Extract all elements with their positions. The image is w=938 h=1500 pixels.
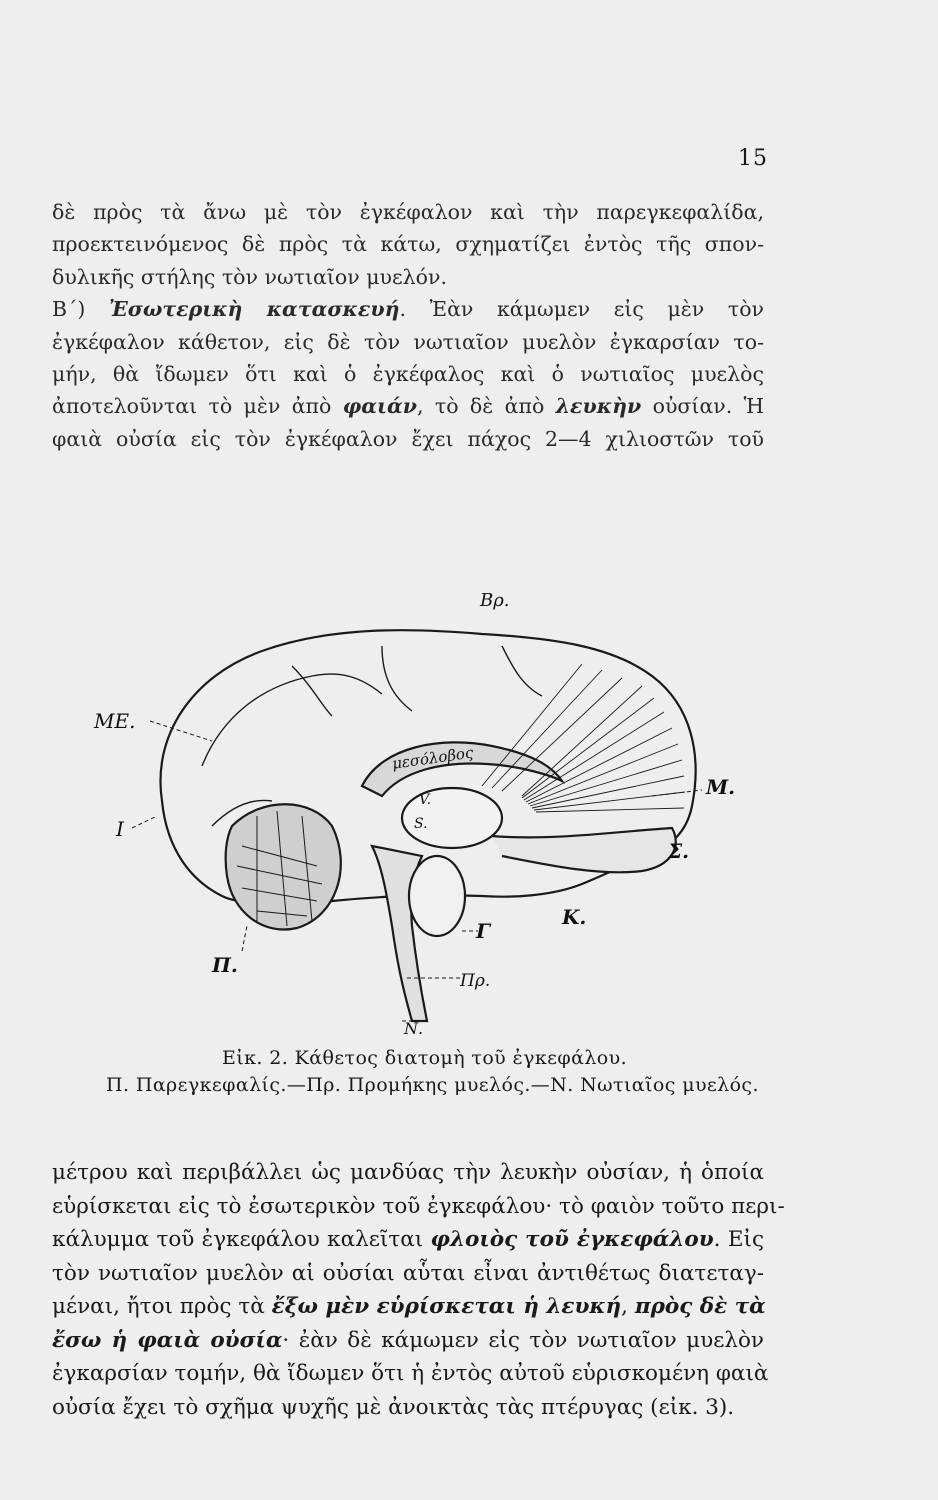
text-line: οὐσία ἔχει τὸ σχῆμα ψυχῆς μὲ ἀνοικτὰς τὰς πτέρυγας (εἰκ. 3). xyxy=(52,1394,735,1420)
text-line xyxy=(52,1290,764,1324)
pons xyxy=(409,856,465,936)
emphasis-gray-matter: ἔσω ἡ φαιὰ οὐσία xyxy=(52,1327,283,1353)
gyrus-line xyxy=(382,646,412,711)
text-line: εὑρίσκεται εἰς τὸ ἐσωτερικὸν τοῦ ἐγκεφάλου· τὸ φαιὸν τοῦτο περι- xyxy=(52,1193,785,1219)
emphasis-white: λευκὴν xyxy=(555,394,642,419)
emphasis-outer: ἔξω μὲν εὑρίσκεται ἡ λευκή xyxy=(271,1294,622,1319)
text-run: ἀποτελοῦνται τὸ μὲν ἀπὸ xyxy=(52,394,332,419)
figure-legend: Π. Παρεγκεφαλίς.—Πρ. Προμήκης μυελός.—Ν. Νωτιαῖος μυελός. xyxy=(106,1074,759,1096)
text-line: δυλικῆς στήλης τὸν νωτιαῖον μυελόν. xyxy=(52,264,447,289)
section-marker: Β΄) xyxy=(52,297,86,322)
text-line xyxy=(52,293,764,325)
emphasis-gray: φαιάν xyxy=(342,394,417,419)
text-line: τὸν νωτιαῖον μυελὸν αἱ οὐσίαι αὗται εἶναι ἀντιθέτως διατεταγ- xyxy=(52,1260,764,1286)
label-n: Ν. xyxy=(404,1019,424,1038)
text-line: προεκτεινόμενος δὲ πρὸς τὰ κάτω, σχηματίζει ἐντὸς τῆς σπον- xyxy=(52,232,764,257)
radiating-fibers xyxy=(482,664,685,812)
text-line: ἐγκέφαλον κάθετον, εἰς δὲ τὸν νωτιαῖον μυελὸν ἐγκαρσίαν το- xyxy=(52,329,764,354)
page-number: 15 xyxy=(738,146,768,171)
text-run: κάλυμμα τοῦ ἐγκεφάλου καλεῖται xyxy=(52,1227,424,1252)
brain-section-figure xyxy=(82,566,762,1046)
text-line xyxy=(52,1324,764,1358)
emphasis-inner: πρὸς δὲ τὰ xyxy=(634,1294,766,1319)
label-m: Μ. xyxy=(706,775,736,799)
emphasis-cortex: φλοιὸς τοῦ ἐγκεφάλου xyxy=(430,1227,714,1252)
figure-caption: Εἰκ. 2. Κάθετος διατομὴ τοῦ ἐγκεφάλου. xyxy=(222,1047,628,1069)
text-line: μέτρου καὶ περιβάλλει ὡς μανδύας τὴν λευκὴν οὐσίαν, ἡ ὁποία xyxy=(52,1160,764,1185)
label-pr: Πρ. xyxy=(460,971,491,991)
label-i: Ι xyxy=(116,817,124,841)
text-line xyxy=(52,1223,764,1257)
text-run: , xyxy=(621,1294,629,1319)
label-g: Γ xyxy=(476,919,491,943)
text-run: . Ἐὰν κάμωμεν εἰς μὲν τὸν xyxy=(399,297,764,322)
label-s: S. xyxy=(414,816,428,832)
text-line: δὲ πρὸς τὰ ἄνω μὲ τὸν ἐγκέφαλον καὶ τὴν παρεγκεφαλίδα, xyxy=(52,200,764,224)
text-run: , τὸ δὲ ἀπὸ xyxy=(416,394,545,419)
label-sigma: Σ. xyxy=(668,839,690,863)
text-run: . Εἰς xyxy=(713,1227,764,1252)
text-run: · ἐὰν δὲ κάμωμεν εἰς τὸν νωτιαῖον μυελὸν xyxy=(282,1327,764,1353)
gyrus-line xyxy=(202,674,382,766)
label-k: Κ. xyxy=(562,905,587,929)
label-mesolobos: μεσόλοβος xyxy=(390,743,475,773)
text-line: φαιὰ οὐσία εἰς τὸν ἐγκέφαλον ἔχει πάχος 2—4 χιλιοστῶν τοῦ xyxy=(52,426,764,451)
label-p: Π. xyxy=(212,953,238,977)
text-run: μέναι, ἤτοι πρὸς τὰ xyxy=(52,1294,265,1319)
label-me: ΜΕ. xyxy=(94,709,136,733)
lower-tract xyxy=(492,828,676,872)
gyrus-line xyxy=(502,646,542,696)
paragraph-top xyxy=(52,196,764,455)
text-run: οὐσίαν. Ἡ xyxy=(641,394,764,419)
text-line xyxy=(52,390,764,422)
cerebellum xyxy=(226,804,341,929)
section-heading: Ἐσωτερικὴ κατασκευή xyxy=(108,297,400,322)
paragraph-bottom xyxy=(52,1156,785,1424)
text-line: ἐγκαρσίαν τομήν, θὰ ἴδωμεν ὅτι ἡ ἐντὸς αὐτοῦ εὑρισκομένη φαιὰ xyxy=(52,1361,769,1386)
label-v: V. xyxy=(419,792,432,808)
label-br: Βρ. xyxy=(480,590,510,611)
text-line: μήν, θὰ ἴδωμεν ὅτι καὶ ὁ ἐγκέφαλος καὶ ὁ νωτιαῖος μυελὸς xyxy=(52,362,764,387)
